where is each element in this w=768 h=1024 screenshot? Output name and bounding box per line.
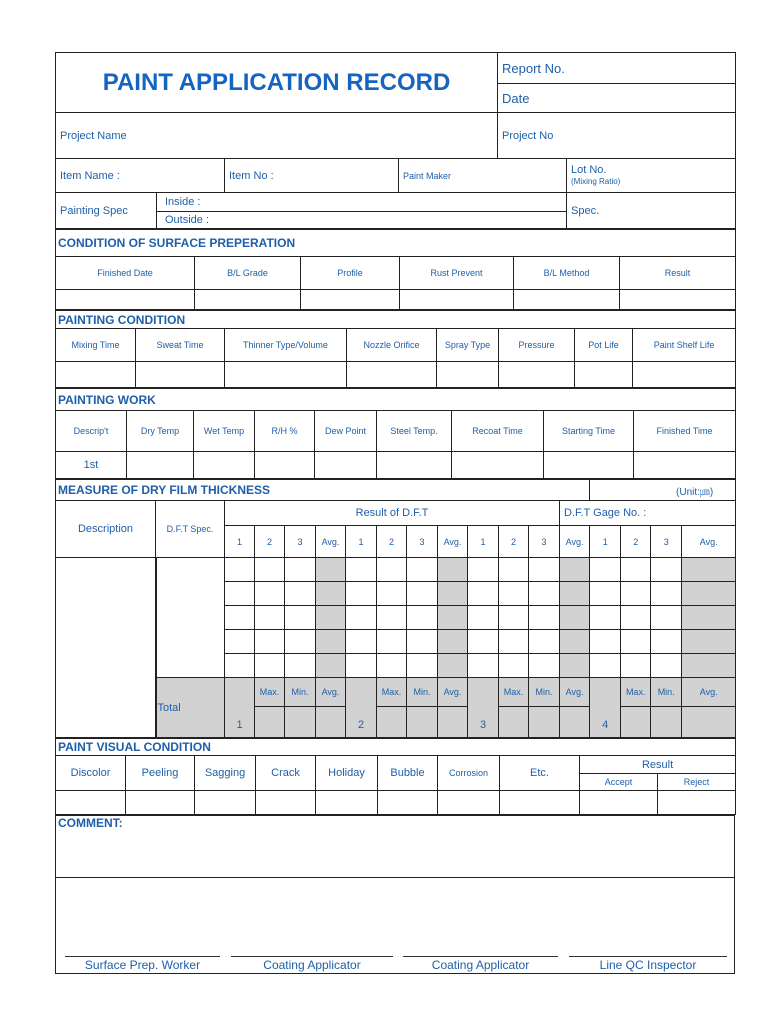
dft-reading-cell[interactable] <box>255 630 285 654</box>
condition-cell[interactable] <box>136 362 225 388</box>
dft-average-cell[interactable] <box>560 582 590 606</box>
comment-title: COMMENT: <box>58 816 123 830</box>
item-name-field[interactable]: Item Name : <box>56 159 225 193</box>
dft-reading-cell[interactable] <box>285 654 316 678</box>
col-pot-life: Pot Life <box>575 329 633 362</box>
painting-work-table <box>55 388 736 479</box>
dft-reading-cell[interactable] <box>225 558 255 582</box>
signature-line-qc-inspector[interactable]: Line QC Inspector <box>569 956 727 972</box>
col-peeling: Peeling <box>126 756 195 791</box>
dft-min: Min. <box>529 678 560 707</box>
outside-spec-field[interactable]: Outside : <box>157 212 567 229</box>
dft-col-2: 2 <box>377 526 407 558</box>
lot-no-label: Lot No. <box>571 163 607 176</box>
dft-reading-cell[interactable] <box>407 606 438 630</box>
inside-spec-field[interactable]: Inside : <box>157 193 567 212</box>
col-sagging: Sagging <box>195 756 256 791</box>
dft-reading-cell[interactable] <box>407 654 438 678</box>
dft-average-cell[interactable] <box>255 707 285 738</box>
visual-cell[interactable] <box>500 791 580 815</box>
dft-average-cell[interactable] <box>316 654 346 678</box>
col-etc: Etc. <box>500 756 580 791</box>
dft-reading-cell[interactable] <box>499 606 529 630</box>
dft-reading-cell[interactable] <box>499 582 529 606</box>
spec-field[interactable]: Spec. <box>567 193 736 229</box>
dft-average-cell[interactable] <box>438 630 468 654</box>
dft-reading-cell[interactable] <box>499 558 529 582</box>
col-spray-type: Spray Type <box>437 329 499 362</box>
dft-reading-cell[interactable] <box>346 606 377 630</box>
dft-reading-cell[interactable] <box>529 582 560 606</box>
dft-reading-cell[interactable] <box>346 582 377 606</box>
dft-reading-cell[interactable] <box>225 582 255 606</box>
dft-reading-cell[interactable] <box>468 654 499 678</box>
dft-reading-cell[interactable] <box>255 558 285 582</box>
dft-col-avg: Avg. <box>316 526 346 558</box>
dft-reading-cell[interactable] <box>285 630 316 654</box>
col-dew-point: Dew Point <box>315 411 377 452</box>
dft-reading-cell[interactable] <box>407 630 438 654</box>
visual-cell[interactable] <box>316 791 378 815</box>
dft-reading-cell[interactable] <box>651 582 682 606</box>
dft-reading-cell[interactable] <box>285 582 316 606</box>
dft-average-cell[interactable] <box>438 606 468 630</box>
dft-reading-cell[interactable] <box>621 558 651 582</box>
dft-reading-cell[interactable] <box>255 654 285 678</box>
item-no-field[interactable]: Item No : <box>225 159 399 193</box>
dft-spec-cell[interactable] <box>156 558 225 678</box>
dft-reading-cell[interactable] <box>377 558 407 582</box>
dft-group-4: 4 <box>590 678 621 738</box>
dft-col-3: 3 <box>529 526 560 558</box>
dft-average-cell[interactable] <box>316 558 346 582</box>
dft-reading-cell[interactable] <box>225 630 255 654</box>
col-recoat-time: Recoat Time <box>452 411 544 452</box>
dft-reading-cell[interactable] <box>529 654 560 678</box>
painting-condition-table <box>55 310 736 388</box>
work-cell[interactable] <box>127 452 194 479</box>
page-title: PAINT APPLICATION RECORD <box>56 53 498 113</box>
dft-reading-cell[interactable] <box>621 582 651 606</box>
dft-reading-cell[interactable] <box>407 558 438 582</box>
painting-work-title: PAINTING WORK <box>56 389 736 411</box>
col-pressure: Pressure <box>499 329 575 362</box>
reject-cell[interactable] <box>658 791 736 815</box>
dft-average-cell[interactable] <box>285 707 316 738</box>
date-field[interactable]: Date <box>498 84 736 113</box>
col-profile: Profile <box>301 257 400 290</box>
dft-col-1: 1 <box>468 526 499 558</box>
dft-average-cell[interactable] <box>438 654 468 678</box>
dft-table <box>55 479 736 738</box>
dft-result-header: Result of D.F.T <box>225 501 560 526</box>
dft-avg: Avg. <box>682 678 736 707</box>
signature-coating-applicator-2[interactable]: Coating Applicator <box>403 956 558 972</box>
col-result: Result <box>580 756 736 774</box>
dft-reading-cell[interactable] <box>621 606 651 630</box>
dft-reading-cell[interactable] <box>621 630 651 654</box>
dft-col-2: 2 <box>499 526 529 558</box>
work-cell[interactable] <box>377 452 452 479</box>
visual-cell[interactable] <box>438 791 500 815</box>
dft-reading-cell[interactable] <box>346 630 377 654</box>
dft-reading-cell[interactable] <box>346 654 377 678</box>
dft-min: Min. <box>407 678 438 707</box>
dft-reading-cell[interactable] <box>590 606 621 630</box>
dft-reading-cell[interactable] <box>499 630 529 654</box>
dft-reading-cell[interactable] <box>468 606 499 630</box>
accept-cell[interactable] <box>580 791 658 815</box>
dft-max: Max. <box>255 678 285 707</box>
dft-gage-no-field[interactable]: D.F.T Gage No. : <box>560 501 736 526</box>
dft-avg: Avg. <box>438 678 468 707</box>
dft-total-label: Total <box>156 678 225 738</box>
dft-reading-cell[interactable] <box>529 558 560 582</box>
dft-reading-cell[interactable] <box>590 654 621 678</box>
surface-cell[interactable] <box>56 290 195 310</box>
dft-col-2: 2 <box>621 526 651 558</box>
dft-col-1: 1 <box>346 526 377 558</box>
surface-cell[interactable] <box>514 290 620 310</box>
dft-col-avg: Avg. <box>438 526 468 558</box>
dft-reading-cell[interactable] <box>651 654 682 678</box>
col-mixing-time: Mixing Time <box>56 329 136 362</box>
dft-reading-cell[interactable] <box>285 558 316 582</box>
dft-group-3: 3 <box>468 678 499 738</box>
visual-cell[interactable] <box>126 791 195 815</box>
dft-reading-cell[interactable] <box>255 606 285 630</box>
dft-reading-cell[interactable] <box>377 606 407 630</box>
surface-prep-table <box>55 229 736 310</box>
dft-min: Min. <box>285 678 316 707</box>
dft-average-cell[interactable] <box>316 707 346 738</box>
dft-min: Min. <box>651 678 682 707</box>
visual-condition-table <box>55 738 736 815</box>
col-discolor: Discolor <box>56 756 126 791</box>
dft-average-cell[interactable] <box>621 707 651 738</box>
dft-reading-cell[interactable] <box>377 654 407 678</box>
signature-surface-prep-worker[interactable]: Surface Prep. Worker <box>65 956 220 972</box>
dft-reading-cell[interactable] <box>651 630 682 654</box>
col-rust-prevent: Rust Prevent <box>400 257 514 290</box>
dft-col-avg: Avg. <box>682 526 736 558</box>
col-bubble: Bubble <box>378 756 438 791</box>
dft-title: MEASURE OF DRY FILM THICKNESS <box>56 480 590 501</box>
col-thinner: Thinner Type/Volume <box>225 329 347 362</box>
col-description: Descrip't <box>56 411 127 452</box>
dft-unit: (Unit:㎛) <box>590 480 736 501</box>
dft-average-cell[interactable] <box>316 606 346 630</box>
dft-reading-cell[interactable] <box>468 582 499 606</box>
dft-reading-cell[interactable] <box>255 582 285 606</box>
dft-max: Max. <box>377 678 407 707</box>
col-bl-grade: B/L Grade <box>195 257 301 290</box>
dft-average-cell[interactable] <box>316 582 346 606</box>
col-reject: Reject <box>658 774 736 791</box>
col-wet-temp: Wet Temp <box>194 411 255 452</box>
dft-average-cell[interactable] <box>560 606 590 630</box>
condition-cell[interactable] <box>437 362 499 388</box>
col-crack: Crack <box>256 756 316 791</box>
dft-max: Max. <box>499 678 529 707</box>
dft-group-1: 1 <box>225 678 255 738</box>
dft-average-cell[interactable] <box>560 558 590 582</box>
condition-cell[interactable] <box>633 362 736 388</box>
work-cell[interactable] <box>634 452 736 479</box>
visual-cell[interactable] <box>378 791 438 815</box>
dft-average-cell[interactable] <box>682 582 736 606</box>
header-table <box>55 52 736 229</box>
dft-reading-cell[interactable] <box>468 558 499 582</box>
col-holiday: Holiday <box>316 756 378 791</box>
visual-condition-title: PAINT VISUAL CONDITION <box>56 739 736 756</box>
dft-average-cell[interactable] <box>651 707 682 738</box>
work-cell[interactable] <box>452 452 544 479</box>
dft-average-cell[interactable] <box>407 707 438 738</box>
dft-description-header: Description <box>56 501 156 558</box>
visual-cell[interactable] <box>195 791 256 815</box>
dft-reading-cell[interactable] <box>377 630 407 654</box>
col-finished-time: Finished Time <box>634 411 736 452</box>
work-cell[interactable] <box>315 452 377 479</box>
col-finished-date: Finished Date <box>56 257 195 290</box>
painting-spec-label: Painting Spec <box>56 193 157 229</box>
signature-coating-applicator-1[interactable]: Coating Applicator <box>231 956 393 972</box>
dft-col-1: 1 <box>590 526 621 558</box>
col-corrosion: Corrosion <box>438 756 500 791</box>
dft-average-cell[interactable] <box>499 707 529 738</box>
condition-cell[interactable] <box>575 362 633 388</box>
dft-spec-header: D.F.T Spec. <box>156 501 225 558</box>
condition-cell[interactable] <box>225 362 347 388</box>
condition-cell[interactable] <box>347 362 437 388</box>
dft-col-2: 2 <box>255 526 285 558</box>
dft-col-3: 3 <box>285 526 316 558</box>
dft-col-3: 3 <box>407 526 438 558</box>
dft-reading-cell[interactable] <box>590 630 621 654</box>
report-no-field[interactable]: Report No. <box>498 53 736 84</box>
painting-condition-title: PAINTING CONDITION <box>56 311 736 329</box>
dft-average-cell[interactable] <box>682 558 736 582</box>
dft-reading-cell[interactable] <box>407 582 438 606</box>
dft-average-cell[interactable] <box>560 630 590 654</box>
dft-reading-cell[interactable] <box>225 654 255 678</box>
dft-reading-cell[interactable] <box>529 630 560 654</box>
dft-reading-cell[interactable] <box>590 582 621 606</box>
surface-cell[interactable] <box>301 290 400 310</box>
surface-cell[interactable] <box>620 290 736 310</box>
dft-description-cell[interactable] <box>56 558 156 738</box>
dft-col-avg: Avg. <box>560 526 590 558</box>
col-accept: Accept <box>580 774 658 791</box>
dft-average-cell[interactable] <box>316 630 346 654</box>
condition-cell[interactable] <box>499 362 575 388</box>
dft-average-cell[interactable] <box>529 707 560 738</box>
col-shelf-life: Paint Shelf Life <box>633 329 736 362</box>
condition-cell[interactable] <box>56 362 136 388</box>
project-name-field[interactable]: Project Name <box>56 113 498 159</box>
paint-maker-field[interactable]: Paint Maker <box>399 159 567 193</box>
paint-application-form <box>55 52 735 974</box>
col-sweat-time: Sweat Time <box>136 329 225 362</box>
dft-average-cell[interactable] <box>560 654 590 678</box>
dft-reading-cell[interactable] <box>651 558 682 582</box>
dft-average-cell[interactable] <box>682 630 736 654</box>
dft-reading-cell[interactable] <box>621 654 651 678</box>
dft-reading-cell[interactable] <box>285 606 316 630</box>
dft-average-cell[interactable] <box>438 558 468 582</box>
visual-cell[interactable] <box>256 791 316 815</box>
dft-reading-cell[interactable] <box>651 606 682 630</box>
work-cell[interactable] <box>194 452 255 479</box>
dft-average-cell[interactable] <box>438 582 468 606</box>
surface-cell[interactable] <box>195 290 301 310</box>
col-nozzle: Nozzle Orifice <box>347 329 437 362</box>
dft-reading-cell[interactable] <box>468 630 499 654</box>
work-cell[interactable] <box>544 452 634 479</box>
col-bl-method: B/L Method <box>514 257 620 290</box>
col-rh: R/H % <box>255 411 315 452</box>
project-no-field[interactable]: Project No <box>498 113 736 159</box>
dft-average-cell[interactable] <box>682 707 736 738</box>
dft-reading-cell[interactable] <box>225 606 255 630</box>
surface-cell[interactable] <box>400 290 514 310</box>
dft-avg: Avg. <box>316 678 346 707</box>
col-dry-temp: Dry Temp <box>127 411 194 452</box>
dft-group-2: 2 <box>346 678 377 738</box>
dft-average-cell[interactable] <box>682 654 736 678</box>
row-1st-label: 1st <box>56 452 127 479</box>
dft-average-cell[interactable] <box>438 707 468 738</box>
col-steel-temp: Steel Temp. <box>377 411 452 452</box>
dft-reading-cell[interactable] <box>529 606 560 630</box>
dft-average-cell[interactable] <box>560 707 590 738</box>
comment-table <box>55 815 735 974</box>
dft-reading-cell[interactable] <box>346 558 377 582</box>
dft-reading-cell[interactable] <box>499 654 529 678</box>
dft-col-1: 1 <box>225 526 255 558</box>
col-starting-time: Starting Time <box>544 411 634 452</box>
lot-no-field[interactable] <box>567 159 736 193</box>
dft-max: Max. <box>621 678 651 707</box>
dft-average-cell[interactable] <box>377 707 407 738</box>
dft-average-cell[interactable] <box>682 606 736 630</box>
dft-reading-cell[interactable] <box>590 558 621 582</box>
mixing-ratio-label: (Mixing Ratio) <box>571 176 621 186</box>
surface-prep-title: CONDITION OF SURFACE PREPERATION <box>56 230 736 257</box>
dft-col-3: 3 <box>651 526 682 558</box>
work-cell[interactable] <box>255 452 315 479</box>
comment-box[interactable] <box>56 816 735 878</box>
visual-cell[interactable] <box>56 791 126 815</box>
dft-avg: Avg. <box>560 678 590 707</box>
col-result: Result <box>620 257 736 290</box>
dft-reading-cell[interactable] <box>377 582 407 606</box>
